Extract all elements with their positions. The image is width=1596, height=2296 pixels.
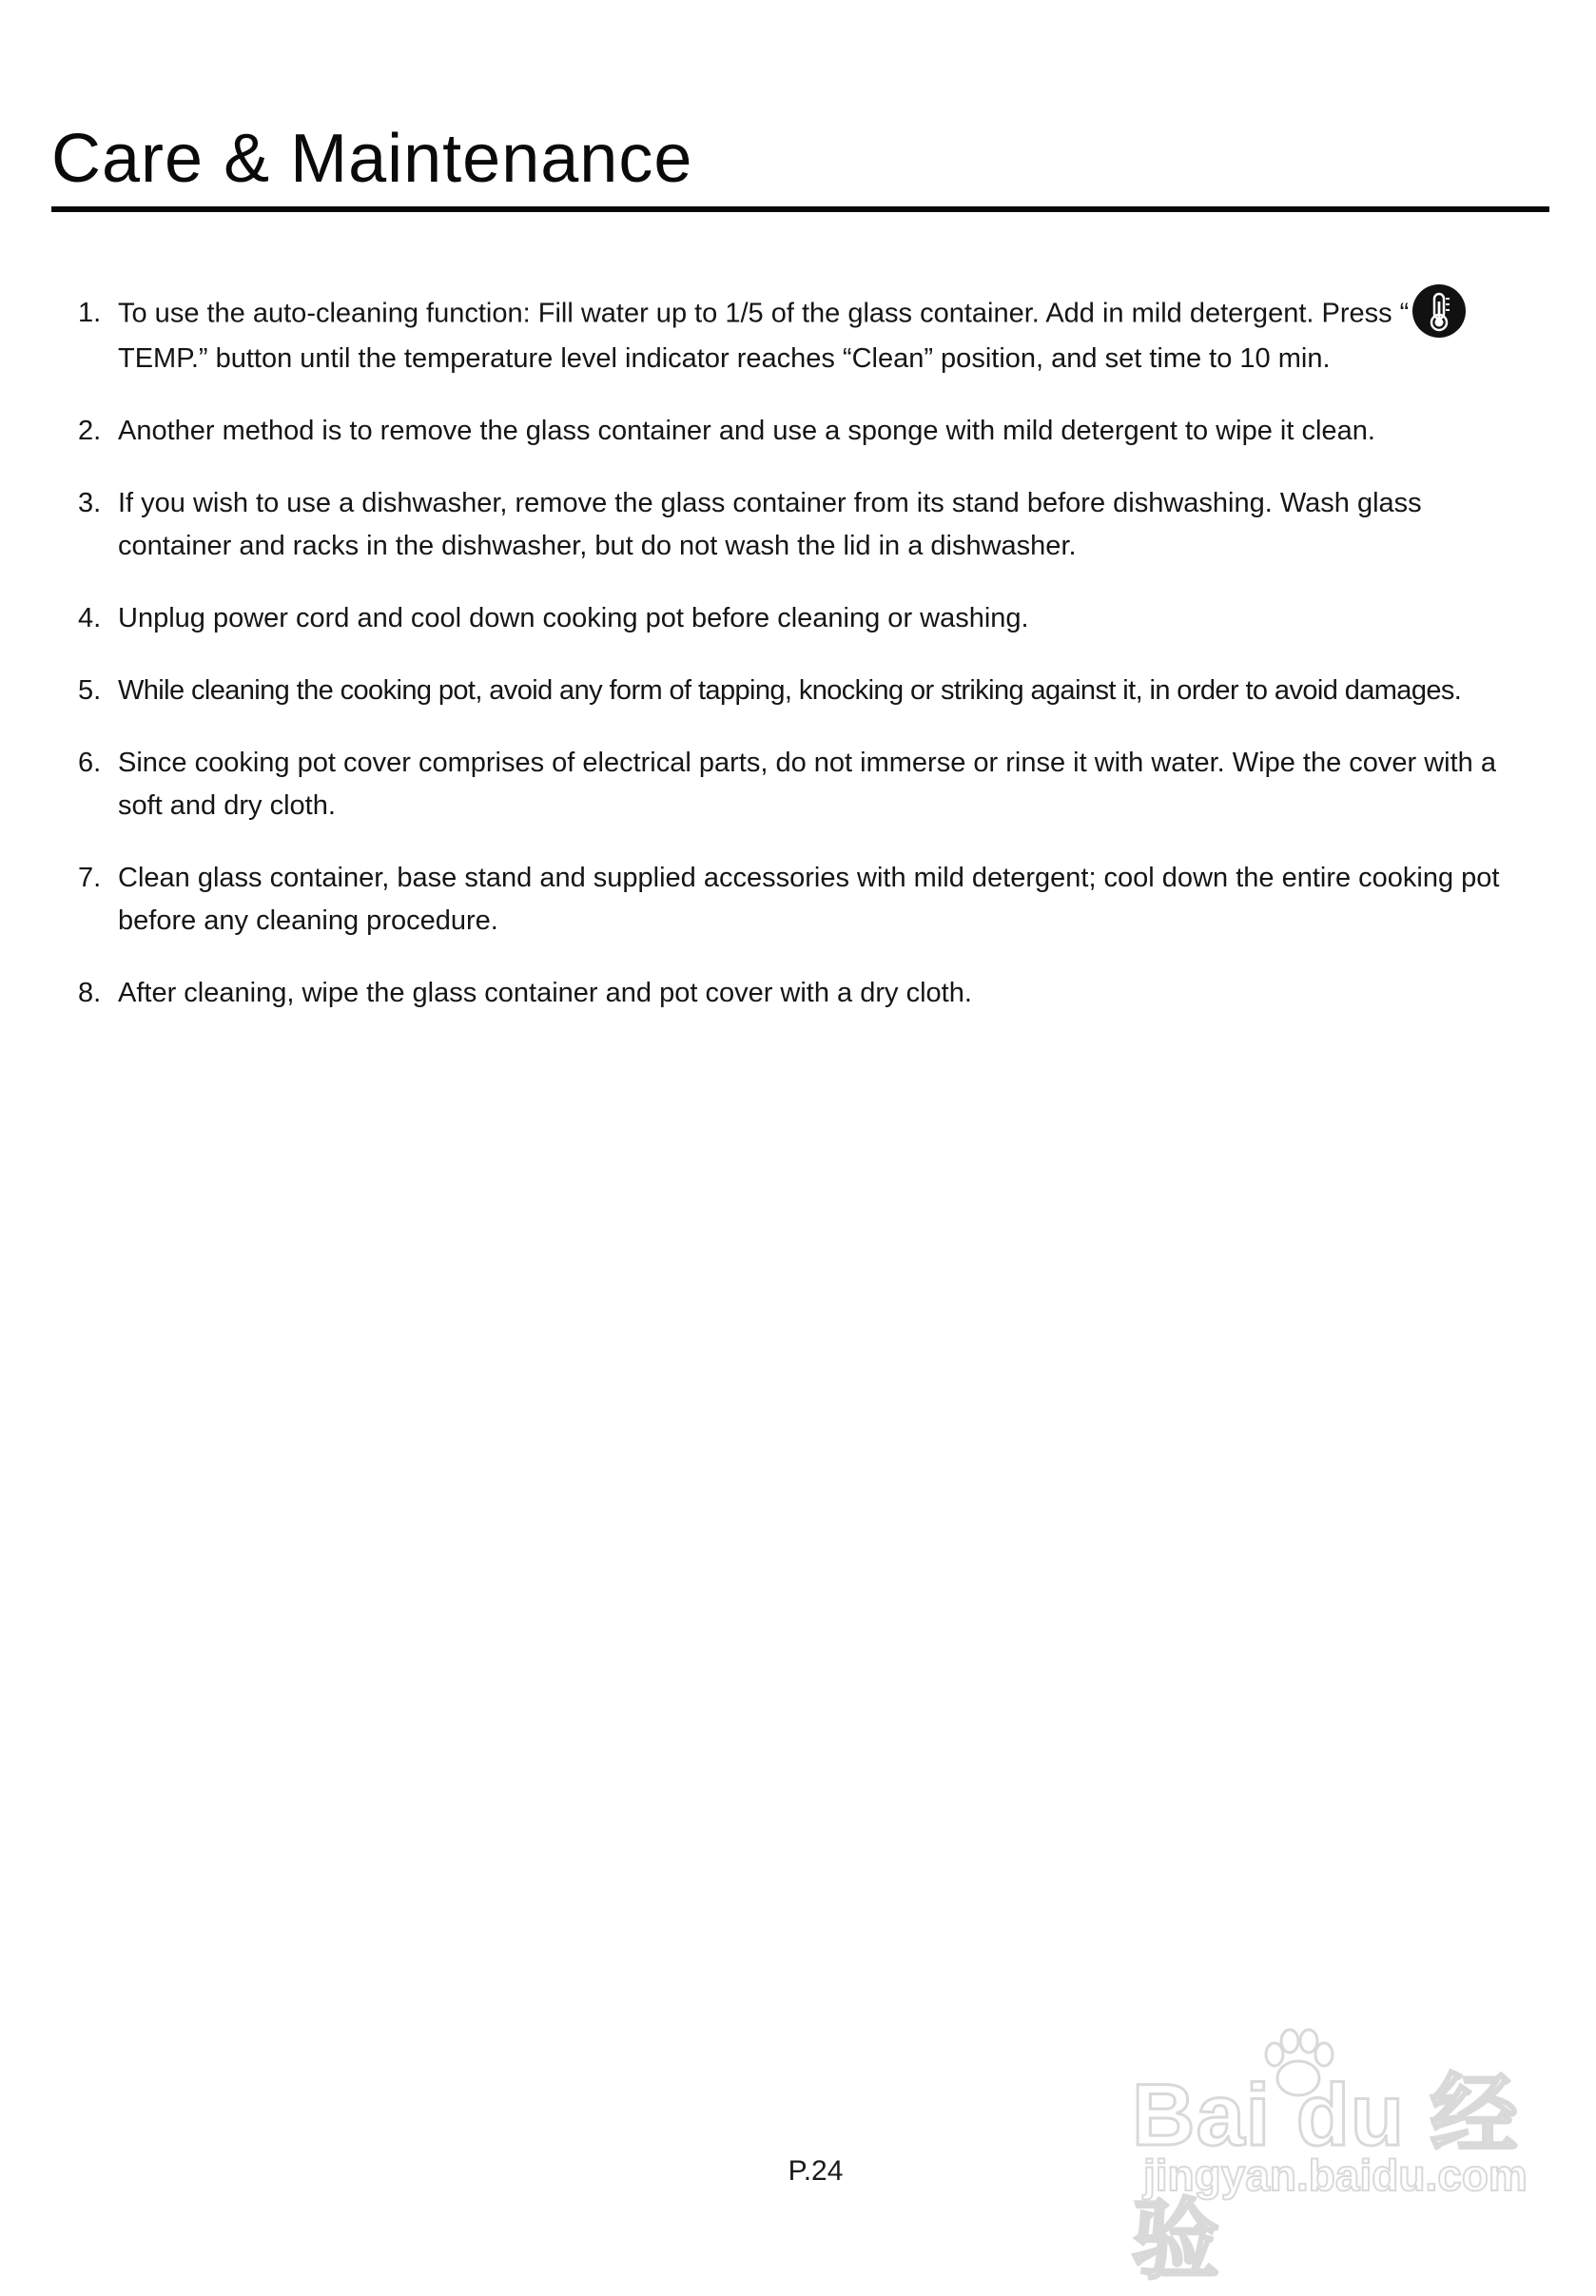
instruction-item-5 [70, 670, 1516, 712]
thermometer-icon [1412, 284, 1466, 338]
instruction-item-4 [70, 597, 1516, 640]
item-number: 8. [78, 978, 102, 1008]
item-number: 1. [78, 298, 102, 328]
item-number: 3. [78, 488, 102, 518]
instruction-text: While cleaning the cooking pot, avoid any form of tapping, knocking or striking against it, in order to avoid damages. [118, 675, 1462, 706]
baidu-watermark [1132, 2026, 1531, 2289]
instruction-text: Another method is to remove the glass container and use a sponge with mild detergent to wipe it clean. [118, 416, 1375, 446]
instruction-text: If you wish to use a dishwasher, remove the glass container from its stand before dishwashing. Wash glass container and racks in the dishwasher, but do not wash the lid in a dishwasher. [118, 488, 1422, 561]
instruction-text-before-icon: To use the auto-cleaning function: Fill water up to 1/5 of the glass container. Add in mild detergent. Press “ [118, 298, 1410, 329]
instruction-item-3 [70, 482, 1516, 568]
instruction-text: After cleaning, wipe the glass container and pot cover with a dry cloth. [118, 978, 972, 1008]
instruction-item-8 [70, 972, 1516, 1015]
watermark-url-text: jingyan.baidu.com [1143, 2150, 1528, 2200]
watermark-logo-text: Bai du 经验 [1132, 2067, 1519, 2289]
item-number: 5. [78, 675, 102, 706]
item-number: 7. [78, 863, 102, 893]
instruction-text-after-icon: TEMP.” button until the temperature level indicator reaches “Clean” position, and set time to 10 min. [118, 343, 1331, 374]
title-divider [51, 206, 1549, 212]
instruction-item-2 [70, 410, 1516, 453]
instruction-text: Clean glass container, base stand and supplied accessories with mild detergent; cool down the entire cooking pot before any cleaning procedure. [118, 863, 1500, 936]
item-number: 6. [78, 748, 102, 778]
instruction-item-7 [70, 857, 1516, 943]
instruction-list [70, 292, 1516, 1044]
page-number: P.24 [788, 2155, 844, 2187]
instruction-item-6 [70, 742, 1516, 827]
page-title: Care & Maintenance [51, 121, 693, 197]
item-number: 2. [78, 416, 102, 446]
item-number: 4. [78, 603, 102, 633]
instruction-item-1 [70, 292, 1516, 380]
instruction-text: Since cooking pot cover comprises of electrical parts, do not immerse or rinse it with water. Wipe the cover with a soft and dry cloth. [118, 748, 1496, 821]
instruction-text: Unplug power cord and cool down cooking pot before cleaning or washing. [118, 603, 1029, 633]
